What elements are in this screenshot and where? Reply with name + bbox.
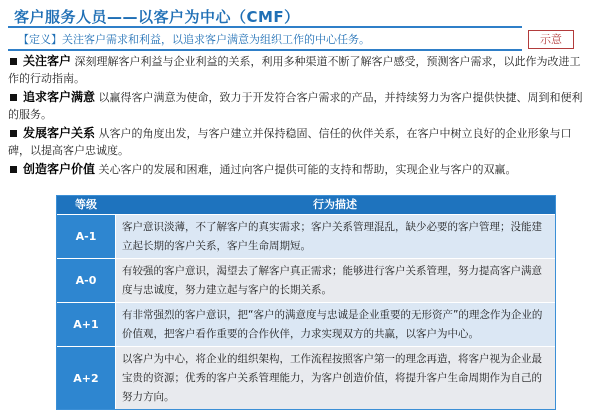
definition-text: 【定义】关注客户需求和利益，以追求客户满意为组织工作的中心任务。 (18, 33, 370, 46)
list-item (8, 125, 586, 159)
table-row (57, 258, 555, 302)
bullet-square-icon (10, 58, 17, 65)
item-text: 关心客户的发展和困难，通过向客户提供可能的支持和帮助，实现企业与客户的双赢。 (98, 163, 517, 176)
table-header (57, 196, 555, 214)
level-cell: A+2 (57, 347, 116, 409)
item-term: 发展客户关系 (23, 126, 96, 140)
description-cell: 有非常强烈的客户意识，把“客户的满意度与忠诚是企业重要的无形资产”的理念作为企业的价值观，把客户看作重要的合作伙伴，力求实现双方的共赢，以客户为中心。 (116, 303, 555, 346)
header-bottom-rule (8, 49, 522, 51)
item-text: 以赢得客户满意为使命，致力于开发符合客户需求的产品，并持续努力为客户提供快捷、周到和便利的服务。 (8, 91, 583, 121)
description-cell: 以客户为中心，将企业的组织架构，工作流程按照客户第一的理念再造，将客户视为企业最宝贵的资源；优秀的客户关系管理能力，为客户创造价值，将提升客户生命周期作为自己的努力方向。 (116, 347, 555, 409)
list-item (8, 53, 586, 87)
page-title: 客户服务人员——以客户为中心（CMF） (14, 8, 300, 26)
header-level: 等级 (75, 198, 97, 211)
item-term: 追求客户满意 (23, 90, 96, 104)
item-text: 深刻理解客户利益与企业利益的关系，利用多种渠道不断了解客户感受，预测客户需求，以此作为改进工作的行动指南。 (8, 55, 581, 85)
competency-list (8, 53, 586, 180)
behavior-level-table (56, 195, 556, 410)
header-description: 行为描述 (313, 198, 357, 211)
level-cell: A-1 (57, 215, 116, 258)
level-cell: A-0 (57, 259, 116, 302)
description-cell: 客户意识淡薄，不了解客户的真实需求；客户关系管理混乱，缺少必要的客户管理；没能建立起长期的客户关系，客户生命周期短。 (116, 215, 555, 258)
list-item (8, 161, 586, 178)
item-text: 从客户的角度出发，与客户建立并保持稳固、信任的伙伴关系，在客户中树立良好的企业形象与口碑，以提高客户忠诚度。 (8, 127, 572, 157)
table-row (57, 302, 555, 346)
item-term: 创造客户价值 (23, 162, 96, 176)
bullet-square-icon (10, 94, 17, 101)
table-row (57, 346, 555, 409)
bullet-square-icon (10, 166, 17, 173)
level-cell: A+1 (57, 303, 116, 346)
table-row (57, 214, 555, 258)
list-item (8, 89, 586, 123)
illustration-badge: 示意 (528, 30, 574, 49)
item-term: 关注客户 (23, 54, 72, 68)
bullet-square-icon (10, 130, 17, 137)
description-cell: 有较强的客户意识，渴望去了解客户真正需求；能够进行客户关系管理，努力提高客户满意度与忠诚度，努力建立起与客户的长期关系。 (116, 259, 555, 302)
